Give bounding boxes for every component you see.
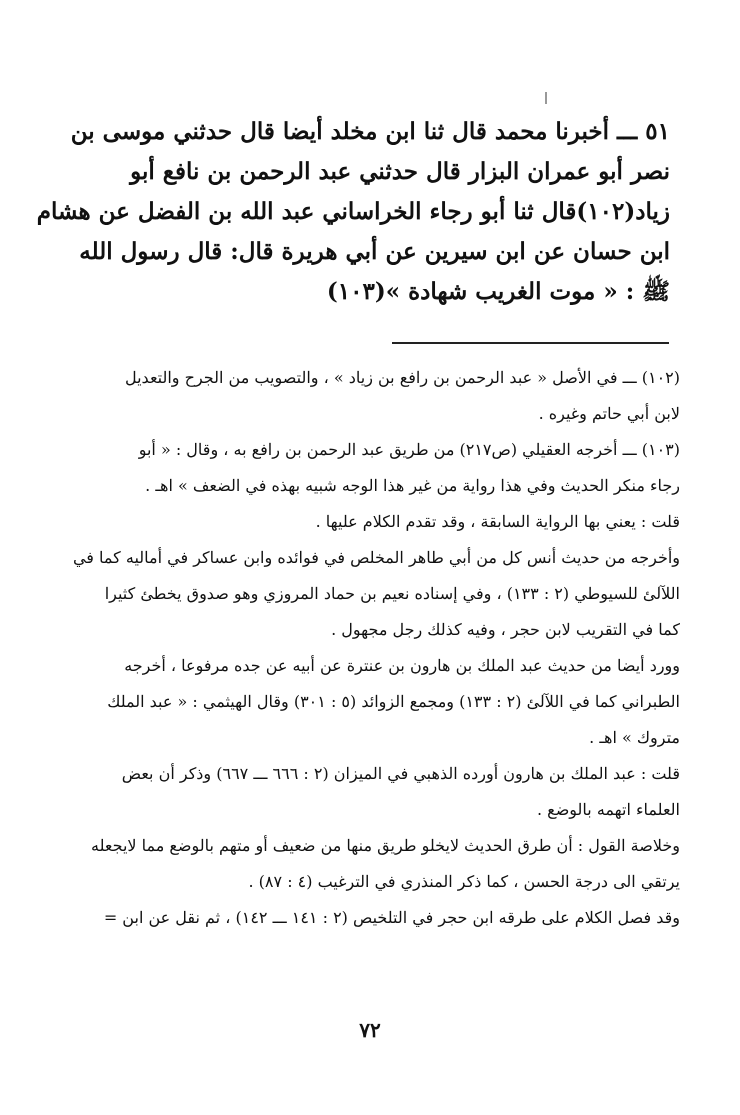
footnote-line: قلت : عبد الملك بن هارون أورده الذهبي في الميزان (٢ : ٦٦٦ ـــ ٦٦٧) وذكر أن بعض — [121, 764, 680, 783]
footnote-line: وخلاصة القول : أن طرق الحديث لايخلو طريق منها من ضعيف أو متهم بالوضع مما لايجعله — [91, 836, 680, 855]
hadith-text — [36, 112, 670, 312]
footnote-line: قلت : يعني بها الرواية السابقة ، وقد تقدم الكلام عليها . — [315, 512, 680, 531]
footnote-line: الطبراني كما في اللآلئ (٢ : ١٣٣) ومجمع الزوائد (٥ : ٣٠١) وقال الهيثمي : « عبد الملك — [107, 692, 680, 711]
footnote-line: (١٠٣) ـــ أخرجه العقيلي (ص٢١٧) من طريق عبد الرحمن بن رافع به ، وقال : « أبو — [138, 440, 680, 459]
hadith-line: ﷺ : « موت الغريب شهادة »(١٠٣) — [326, 278, 670, 305]
footnote-line: وقد فصل الكلام على طرقه ابن حجر في التلخيص (٢ : ١٤١ ـــ ١٤٢) ، ثم نقل عن ابن = — [103, 908, 680, 927]
footnotes — [72, 360, 680, 936]
footnote-line: العلماء اتهمه بالوضع . — [537, 800, 680, 819]
footnote-line: رجاء منكر الحديث وفي هذا رواية من غير هذا الوجه شبيه بهذه في الضعف » اهـ . — [145, 476, 680, 495]
footnote-line: لابن أبي حاتم وغيره . — [538, 404, 680, 423]
footnote-line: وأخرجه من حديث أنس كل من أبي طاهر المخلص في فوائده وابن عساكر في أماليه كما في — [72, 548, 680, 567]
hadith-line: ابن حسان عن ابن سيرين عن أبي هريرة قال: قال رسول الله — [79, 238, 670, 265]
footnote-line: كما في التقريب لابن حجر ، وفيه كذلك رجل مجهول . — [331, 620, 680, 639]
footnote-line: يرتقي الى درجة الحسن ، كما ذكر المنذري في الترغيب (٤ : ٨٧) . — [248, 872, 680, 891]
footnote-line: اللآلئ للسيوطي (٢ : ١٣٣) ، وفي إسناده نعيم بن حماد المروزي وهو صدوق يخطئ كثيرا — [104, 584, 680, 603]
hadith-line: زياد(١٠٢)قال ثنا أبو رجاء الخراساني عبد الله بن الفضل عن هشام — [36, 198, 670, 225]
footnote-separator — [392, 342, 669, 344]
hadith-line: نصر أبو عمران البزار قال حدثني عبد الرحمن بن نافع أبو — [130, 158, 670, 185]
margin-mark — [545, 92, 547, 104]
footnote-line: (١٠٢) ـــ في الأصل « عبد الرحمن بن رافع بن زياد » ، والتصويب من الجرح والتعديل — [124, 368, 680, 387]
hadith-line: ٥١ ـــ أخبرنا محمد قال ثنا ابن مخلد أيضا قال حدثني موسى بن — [70, 118, 670, 145]
footnote-line: متروك » اهـ . — [589, 728, 680, 747]
footnote-line: وورد أيضا من حديث عبد الملك بن هارون بن عنترة عن أبيه عن جده مرفوعا ، أخرجه — [124, 656, 680, 675]
page-number: ٧٢ — [359, 1018, 381, 1042]
